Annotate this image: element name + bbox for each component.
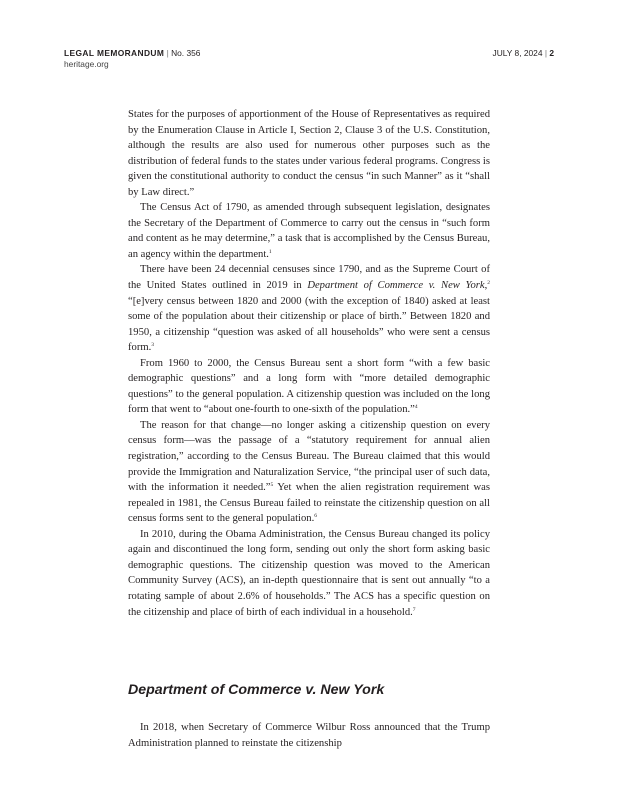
text-run: The reason for that change—no longer asking a citizenship question on every census form—was the passage of a “statutory requirement for annual alien registration,” according to the Census Bureau. The Bureau claimed that this would provide the Immigration and Naturalization Service, “the principal user of such data, with the information it needed.” bbox=[128, 419, 490, 494]
paragraph bbox=[128, 418, 490, 527]
footnote-ref[interactable]: 5 bbox=[270, 482, 274, 489]
paragraph bbox=[128, 262, 490, 355]
text-run: There have been 24 decennial censuses since 1790, and as the Supreme Court of the United States outlined in 2019 in bbox=[128, 264, 490, 292]
page-header bbox=[64, 48, 554, 70]
text-run: States for the purposes of apportionment of the House of Representatives as required by the Enumeration Clause in Article I, Section 2, Clause 3 of the U.S. Constitution, although the results are also used for numerous other purposes such as the distribution of federal funds to the states under various federal programs. Congress is given the constitutional authority to conduct the census “in such Manner” as it “shall by Law direct.” bbox=[128, 109, 490, 198]
date-and-page bbox=[493, 48, 555, 59]
footnote-ref[interactable]: 6 bbox=[314, 513, 317, 520]
text-run: , bbox=[484, 280, 488, 292]
text-run: The Census Act of 1790, as amended through subsequent legislation, designates the Secretary of the Department of Commerce to carry out the census in “such form and content as he may determine,” a task that is accomplished by the Census Bureau, an agency within the department. bbox=[128, 202, 490, 260]
text-run: Yet when the alien registration requirement was repealed in 1981, the Census Bureau failed to reinstate the citizenship question on all census forms sent to the general population. bbox=[128, 482, 490, 525]
text-run: From 1960 to 2000, the Census Bureau sent a short form “with a few basic demographic questions” and a long form with “more detailed demographic questions” to the general population. A citizenship question was included on the long form that went to “about one-fourth to one-sixth of the population.” bbox=[128, 357, 490, 416]
paragraph bbox=[128, 200, 490, 262]
header-row bbox=[64, 48, 554, 59]
memo-number: No. 356 bbox=[171, 48, 201, 58]
body-text-continued bbox=[128, 720, 490, 751]
paragraph bbox=[128, 527, 490, 620]
paragraph bbox=[128, 356, 490, 418]
publication-info bbox=[64, 48, 200, 59]
footnote-ref[interactable]: 3 bbox=[151, 342, 154, 349]
publication-date: JULY 8, 2024 bbox=[492, 48, 543, 58]
footnote-ref[interactable]: 1 bbox=[268, 248, 272, 255]
paragraph bbox=[128, 107, 490, 200]
footnote-ref[interactable]: 2 bbox=[487, 280, 490, 287]
text-run: “[e]very census between 1820 and 2000 (with the exception of 1840) asked at least some of the population about their citizenship or place of birth.” Between 1820 and 1950, a citizenship “question was asked of all households” who were sent a census form. bbox=[128, 295, 490, 354]
footnote-ref[interactable]: 4 bbox=[414, 404, 418, 411]
body-text bbox=[128, 107, 490, 620]
text-run: In 2010, during the Obama Administration, the Census Bureau changed its policy again and discontinued the long form, sending out only the short form asking basic demographic questions. The citizenship question was moved to the American Community Survey (ACS), an in-depth questionnaire that is sent out annually “to a rotating sample of about 2.6% of households.” The ACS has a specific question on the citizenship and place of birth of each individual in a household. bbox=[128, 528, 490, 618]
text-run: In 2018, when Secretary of Commerce Wilbur Ross announced that the Trump Administration planned to reinstate the citizenship bbox=[128, 722, 490, 749]
footnote-ref[interactable]: 7 bbox=[412, 606, 416, 613]
series-title: LEGAL MEMORANDUM bbox=[64, 48, 165, 58]
paragraph bbox=[128, 720, 490, 751]
site-link[interactable]: heritage.org bbox=[64, 59, 109, 69]
header-separator: | bbox=[166, 48, 169, 58]
page-number: 2 bbox=[549, 48, 554, 58]
case-name: Department of Commerce v. New York bbox=[307, 280, 485, 292]
header-separator-right: | bbox=[544, 48, 547, 58]
section-heading: Department of Commerce v. New York bbox=[128, 682, 385, 698]
